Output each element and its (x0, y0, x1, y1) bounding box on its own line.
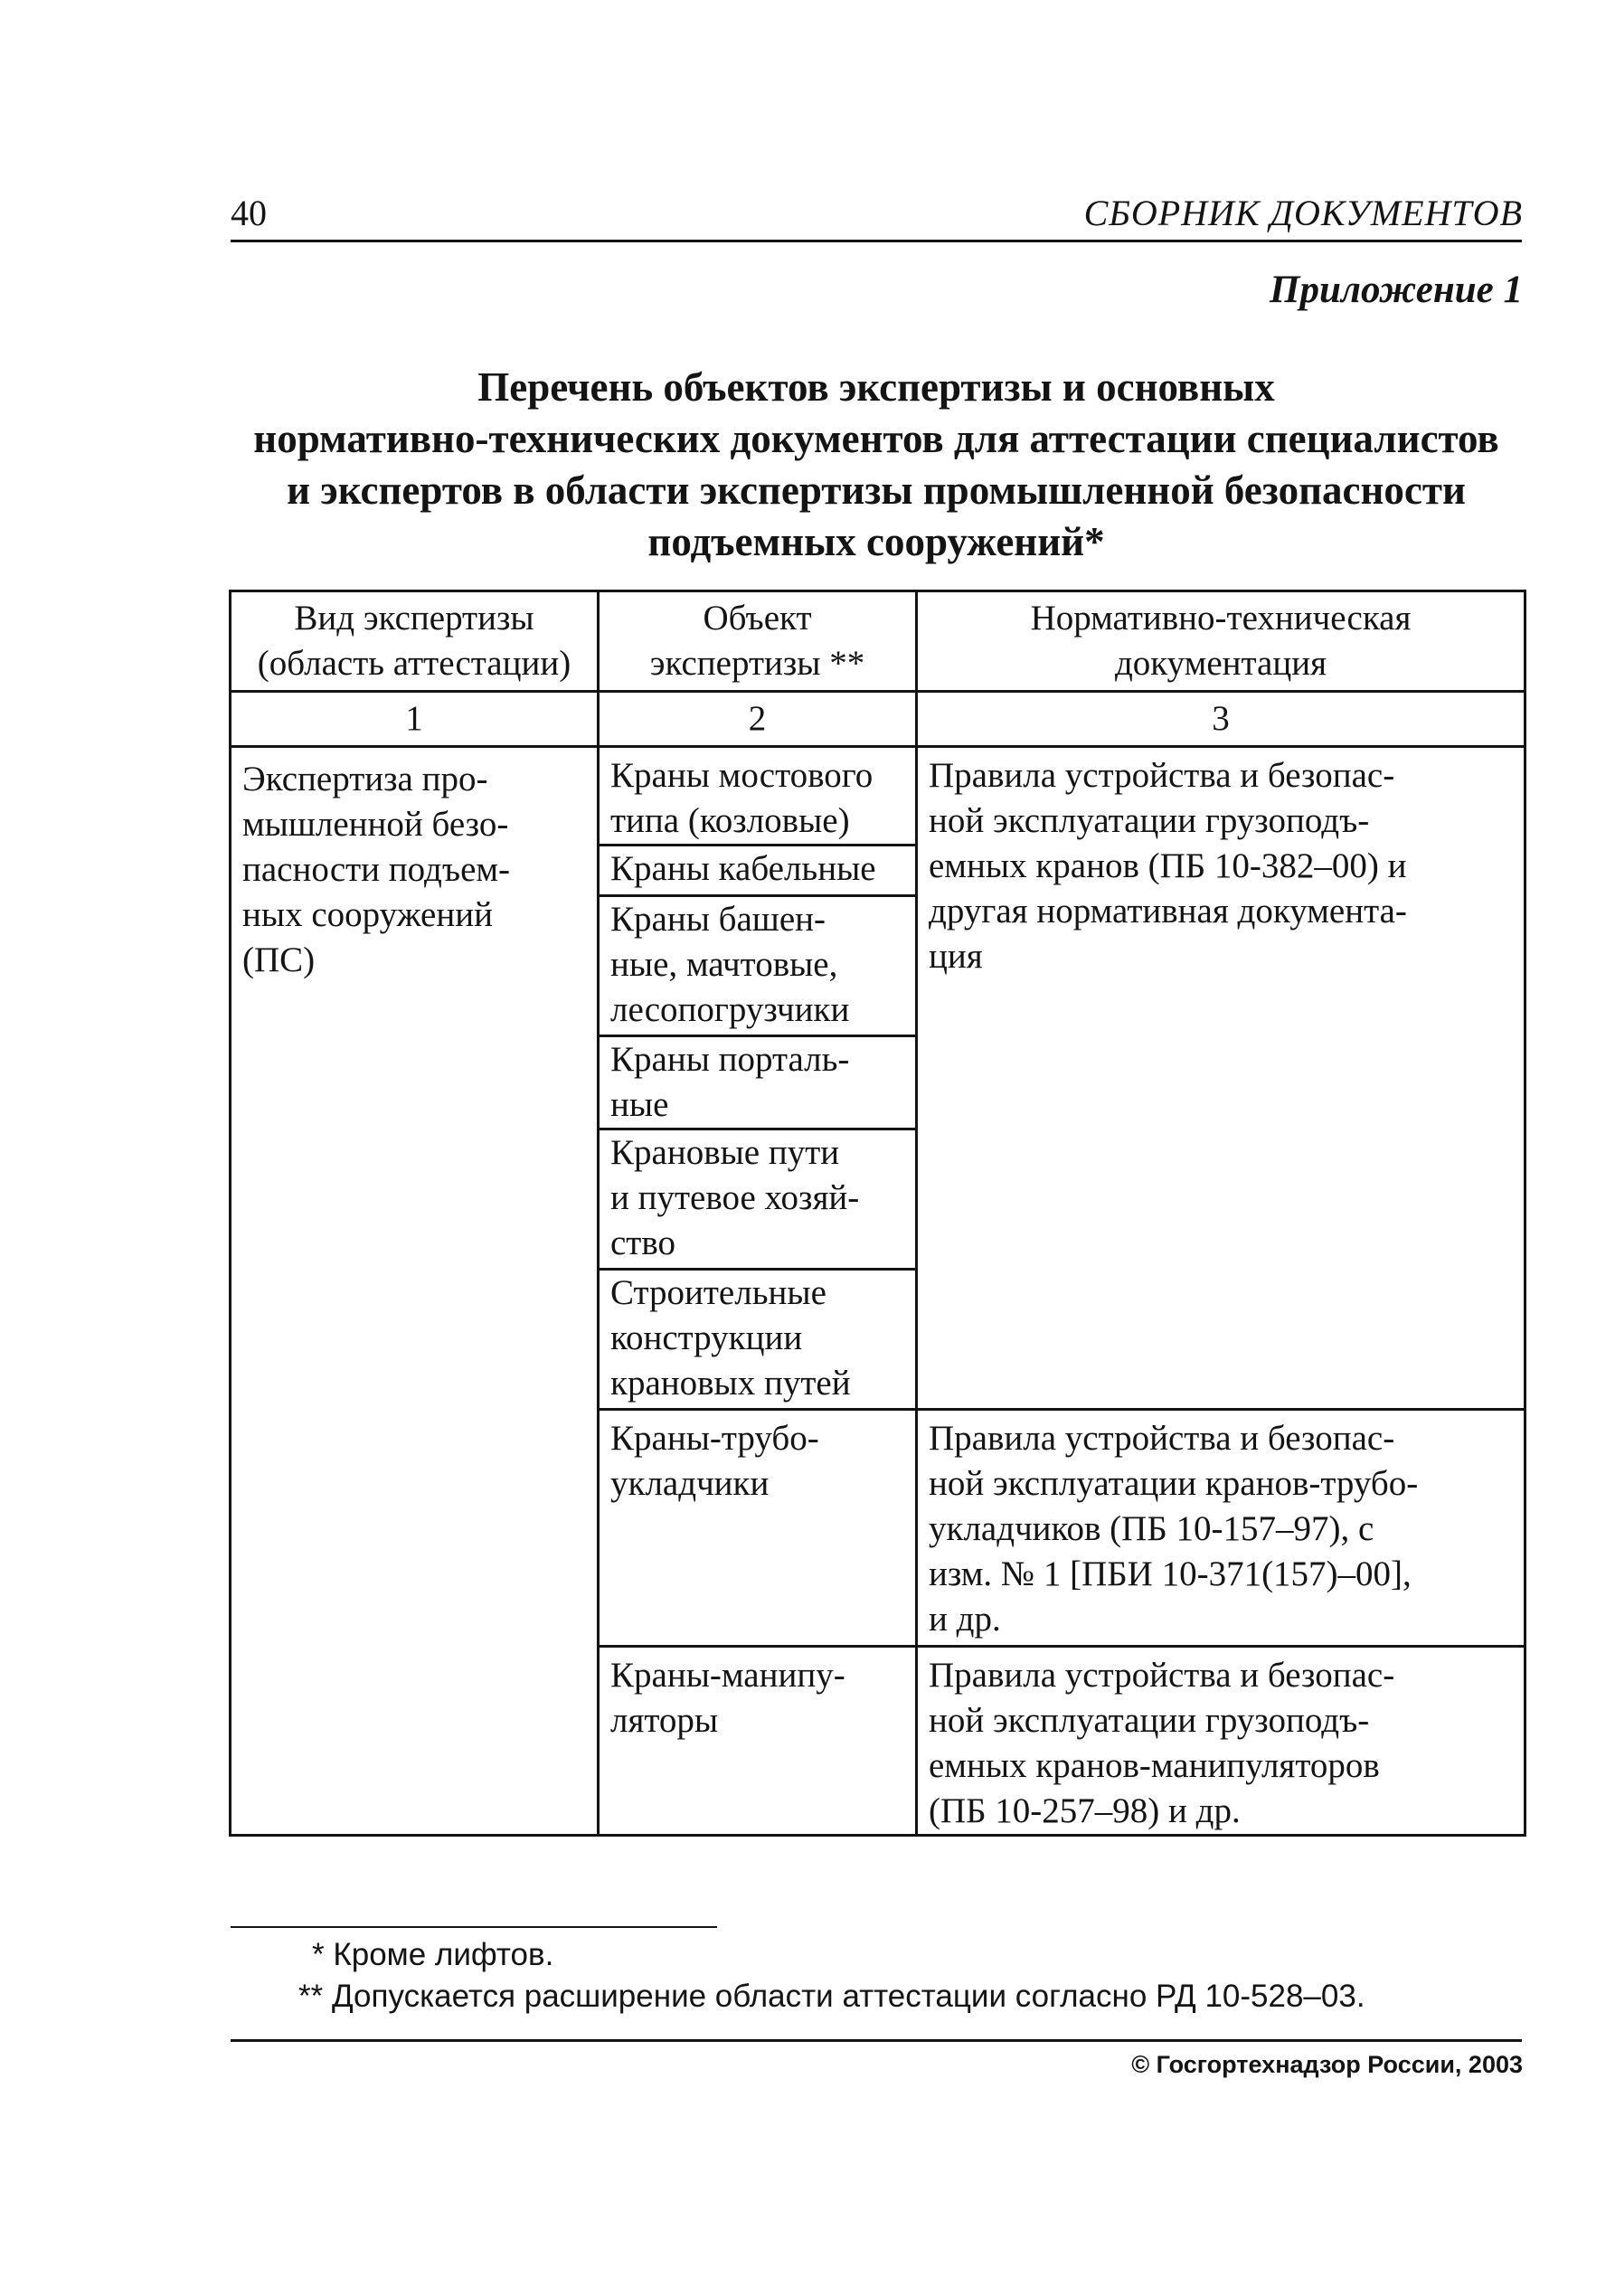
object-cell (599, 1410, 917, 1647)
document-line: Правила устройства и безопас- (929, 756, 1395, 795)
object-line: укладчики (610, 1464, 770, 1503)
column-number: 3 (917, 692, 1525, 747)
column-number: 1 (231, 692, 599, 747)
document-cell (917, 747, 1525, 1410)
object-line: ные, мачтовые, (610, 945, 838, 984)
object-line: крановых путей (610, 1364, 851, 1403)
header-line: экспертизы ** (649, 644, 865, 683)
object-cell (599, 747, 917, 846)
title-line: Перечень объектов экспертизы и основных (477, 364, 1275, 410)
header-line: Объект (703, 599, 812, 638)
object-line: и путевое хозяй- (610, 1178, 860, 1217)
title-line: нормативно-технических документов для аттестации специалистов (253, 416, 1499, 461)
header-line: (область аттестации) (257, 644, 571, 683)
footnote-divider (231, 1926, 717, 1928)
object-line: Краны мостового (610, 756, 874, 795)
object-line: ляторы (610, 1701, 719, 1740)
document-cell (917, 1647, 1525, 1836)
document-line: емных кранов (ПБ 10-382–00) и (929, 846, 1407, 885)
footer-divider (231, 2039, 1522, 2042)
object-cell (599, 1270, 917, 1410)
object-cell (599, 1647, 917, 1836)
header-documents (917, 591, 1525, 692)
area-line: пасности подъем- (242, 850, 511, 889)
object-line: конструкции (610, 1318, 803, 1357)
copyright: © Госгортехнадзор России, 2003 (1131, 2051, 1523, 2078)
column-number: 2 (599, 692, 917, 747)
object-line: Краны порталь- (610, 1040, 850, 1079)
object-cell (599, 1129, 917, 1270)
header-line: документация (1114, 644, 1327, 683)
document-line: Правила устройства и безопас- (929, 1419, 1395, 1458)
experts-table (229, 590, 1526, 1837)
object-cell (599, 846, 917, 896)
object-cell (599, 1036, 917, 1129)
document-line: ной эксплуатации грузоподъ- (929, 801, 1370, 840)
header-object (599, 591, 917, 692)
page-number: 40 (231, 193, 267, 233)
footnote: * Кроме лифтов. (312, 1937, 554, 1972)
object-line: ные (610, 1085, 669, 1124)
object-line: Краны-трубо- (610, 1419, 819, 1458)
area-line: ных сооружений (242, 895, 493, 934)
header-line: Вид экспертизы (294, 599, 534, 638)
column-number-row (231, 692, 1525, 747)
object-line: Крановые пути (610, 1133, 840, 1172)
object-line: Краны башен- (610, 900, 826, 939)
object-line: ство (610, 1224, 676, 1262)
document-line: ной эксплуатации грузоподъ- (929, 1701, 1370, 1740)
title-line: и экспертов в области экспертизы промышленной безопасности (287, 468, 1466, 513)
running-title: СБОРНИК ДОКУМЕНТОВ (1083, 193, 1523, 233)
document-title (231, 362, 1522, 568)
document-line: Правила устройства и безопас- (929, 1656, 1395, 1695)
document-line: и др. (929, 1600, 1001, 1639)
document-line: емных кранов-манипуляторов (929, 1746, 1380, 1785)
title-line: подъемных сооружений* (647, 519, 1105, 564)
table-header-row (231, 591, 1525, 692)
object-cell (599, 896, 917, 1036)
document-line: укладчиков (ПБ 10-157–97), с (929, 1509, 1374, 1548)
object-line: Строительные (610, 1273, 826, 1312)
header-divider (231, 240, 1522, 242)
area-line: мышленной безо- (242, 805, 509, 844)
document-line: ной эксплуатации кранов-трубо- (929, 1464, 1419, 1503)
table-row (231, 747, 1525, 846)
document-line: ция (929, 937, 983, 976)
header-line: Нормативно-техническая (1030, 599, 1412, 638)
document-line: изм. № 1 [ПБИ 10-371(157)–00], (929, 1554, 1412, 1593)
area-line: Экспертиза про- (242, 760, 488, 798)
document-line: другая нормативная документа- (929, 892, 1407, 931)
area-line: (ПС) (242, 940, 316, 979)
document-line: (ПБ 10-257–98) и др. (929, 1791, 1241, 1830)
object-line: Краны кабельные (610, 849, 876, 888)
object-line: лесопогрузчики (610, 990, 850, 1029)
object-line: типа (козловые) (610, 801, 850, 840)
area-cell (231, 747, 599, 1836)
header-area (231, 591, 599, 692)
appendix-label: Приложение 1 (1270, 269, 1523, 311)
object-line: Краны-манипу- (610, 1656, 845, 1695)
document-cell (917, 1410, 1525, 1647)
footnote: ** Допускается расширение области аттестации согласно РД 10-528–03. (298, 1979, 1365, 2014)
